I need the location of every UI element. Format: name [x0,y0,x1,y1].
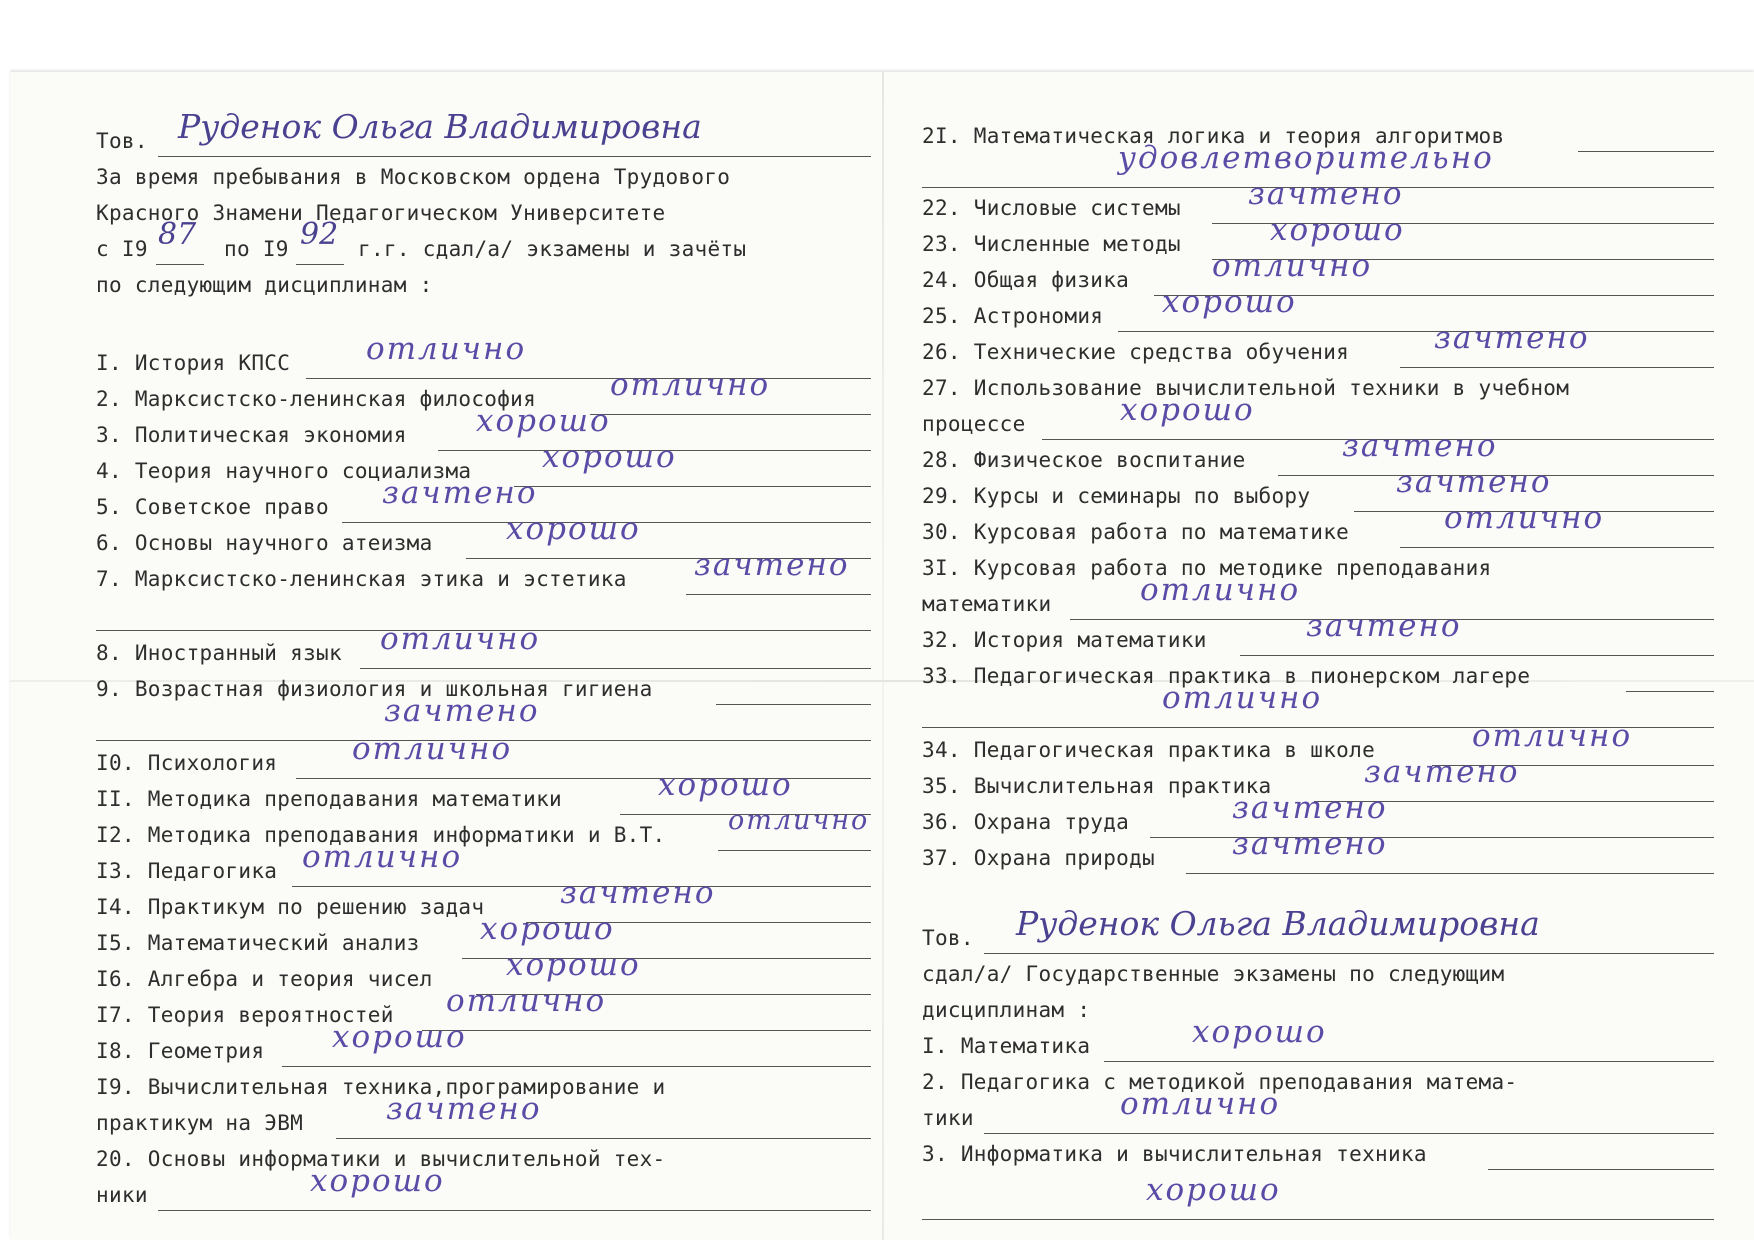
grade-handwritten: зачтено [1434,320,1590,356]
subject-row: 8. Иностранный язык отлично [96,635,871,671]
grade-handwritten: отлично [728,805,870,836]
student-name-line [96,107,871,159]
state-exams-name-line [922,904,1714,956]
intro-line-1: За время пребывания в Московском ордена Трудового [96,165,731,189]
subject-continuation: практикум на ЭВМ зачтено [96,1105,871,1141]
subject-row: 7. Марксистско-ленинская этика и эстетика зачтено [96,561,871,597]
state-exam-row: 3. Информатика и вычислительная техника [922,1136,1714,1172]
subject-row: 23. Численные методы хорошо [922,226,1714,262]
grade-handwritten: хорошо [332,1019,467,1055]
grade-handwritten: хорошо [542,439,677,475]
state-exam-continuation [922,1172,1714,1222]
subject-row: 9. Возрастная физиология и школьная гигиена [96,671,871,707]
subject-row: II. Методика преподавания математики хорошо [96,781,871,817]
subject-continuation: ники хорошо [96,1177,871,1213]
subject-row: 2. Марксистско-ленинская философия отлично [96,381,871,417]
grade-handwritten: зачтено [1306,608,1462,644]
years-middle: по I9 [224,237,289,261]
student-name-handwritten: Руденок Ольга Владимировна [1016,904,1540,943]
subject-row: 29. Курсы и семинары по выбору зачтено [922,478,1714,514]
subject-row: 25. Астрономия хорошо [922,298,1714,334]
subject-row: I2. Методика преподавания информатики и В.Т. отлично [96,817,871,853]
tov-label: Тов. [922,926,974,950]
subject-row: I7. Теория вероятностей отлично [96,997,871,1033]
subject-row: I8. Геометрия хорошо [96,1033,871,1069]
subject-row: 37. Охрана природы зачтено [922,840,1714,876]
subject-row: 36. Охрана труда зачтено [922,804,1714,840]
grade-handwritten: зачтено [694,547,850,583]
subject-row: 6. Основы научного атеизма хорошо [96,525,871,561]
grade-handwritten: зачтено [1342,428,1498,464]
grade-handwritten: зачтено [560,875,716,911]
grade-handwritten: зачтено [1396,464,1552,500]
state-exam-row: I. Математика хорошо [922,1028,1714,1064]
grade-handwritten: отлично [1140,572,1301,608]
subject-row: I0. Психология отлично [96,745,871,781]
subject-row: 24. Общая физика отлично [922,262,1714,298]
grade-handwritten: зачтено [1232,826,1388,862]
state-exams-intro-1: сдал/а/ Государственные экзамены по следующим [922,962,1505,986]
vertical-fold-line [882,72,884,1240]
intro-line-2: Красного Знамени Педагогическом Университете [96,201,666,225]
grade-handwritten: отлично [1444,500,1605,536]
subject-row: 33. Педагогическая практика в пионерском лагере [922,658,1714,694]
years-line [96,217,871,267]
grade-handwritten: хорошо [310,1163,445,1199]
years-suffix: г.г. сдал/а/ экзамены и зачёты [358,237,747,261]
grade-handwritten: зачтено [1364,754,1520,790]
subject-row: 5. Советское право зачтено [96,489,871,525]
grade-handwritten: зачтено [386,1091,542,1127]
grade-handwritten: отлично [446,983,607,1019]
subject-row: 34. Педагогическая практика в школе отлично [922,732,1714,768]
subject-row: 20. Основы информатики и вычислительной тех- [96,1147,666,1171]
subject-row: 3I. Курсовая работа по методике преподавания [922,556,1492,580]
grade-handwritten: хорошо [1270,212,1405,248]
grade-handwritten: хорошо [506,947,641,983]
subject-row: 26. Технические средства обучения зачтено [922,334,1714,370]
grade-handwritten: отлично [610,367,771,403]
subject-row: 27. Использование вычислительной техники в учебном [922,376,1570,400]
subject-continuation: математики отлично [922,586,1714,622]
state-exam-continuation: тики отлично [922,1100,1714,1136]
grade-handwritten: отлично [1472,718,1633,754]
grade-handwritten: хорошо [1146,1172,1281,1208]
grade-handwritten: отлично [1212,248,1373,284]
tov-label: Тов. [96,129,148,153]
subject-row: 35. Вычислительная практика зачтено [922,768,1714,804]
subject-row: I5. Математический анализ хорошо [96,925,871,961]
grade-handwritten: хорошо [658,767,793,803]
subject-row: 2I. Математическая логика и теория алгоритмов [922,118,1714,154]
grade-handwritten: отлично [302,839,463,875]
grade-handwritten: отлично [380,621,541,657]
subject-row: I9. Вычислительная техника,програмирование и [96,1075,666,1099]
grade-handwritten: хорошо [1162,284,1297,320]
grade-handwritten: отлично [366,331,527,367]
subject-row: 32. История математики зачтено [922,622,1714,658]
subject-row: 22. Числовые системы зачтено [922,190,1714,226]
grade-handwritten: зачтено [1248,176,1404,212]
grade-handwritten: хорошо [506,511,641,547]
grade-handwritten: зачтено [1232,790,1388,826]
state-exam-row: 2. Педагогика с методикой преподавания матема- [922,1070,1518,1094]
year-from-handwritten: 87 [158,217,197,252]
grade-handwritten: хорошо [1192,1014,1327,1050]
subject-row: 28. Физическое воспитание зачтено [922,442,1714,478]
grade-handwritten: хорошо [476,403,611,439]
subject-continuation: процессе хорошо [922,406,1714,442]
grade-handwritten: отлично [352,731,513,767]
grade-handwritten: зачтено [384,693,540,729]
intro-line-4: по следующим дисциплинам : [96,273,433,297]
subject-row: I4. Практикум по решению задач зачтено [96,889,871,925]
subject-row: I6. Алгебра и теория чисел хорошо [96,961,871,997]
subject-row: I3. Педагогика отлично [96,853,871,889]
grade-handwritten: отлично [1162,680,1323,716]
subject-row: 30. Курсовая работа по математике отлично [922,514,1714,550]
subject-row: 3. Политическая экономия хорошо [96,417,871,453]
grade-handwritten: зачтено [382,475,538,511]
state-exams-intro-2: дисциплинам : [922,998,1091,1022]
year-to-handwritten: 92 [300,217,339,252]
grade-handwritten: хорошо [480,911,615,947]
subject-row: 4. Теория научного социализма хорошо [96,453,871,489]
grade-handwritten: удовлетворительно [1118,140,1494,176]
grade-handwritten: хорошо [1120,392,1255,428]
student-name-handwritten: Руденок Ольга Владимировна [178,107,702,146]
subject-row: I. История КПСС отлично [96,345,871,381]
years-prefix: с I9 [96,237,148,261]
grade-handwritten: отлично [1120,1086,1281,1122]
